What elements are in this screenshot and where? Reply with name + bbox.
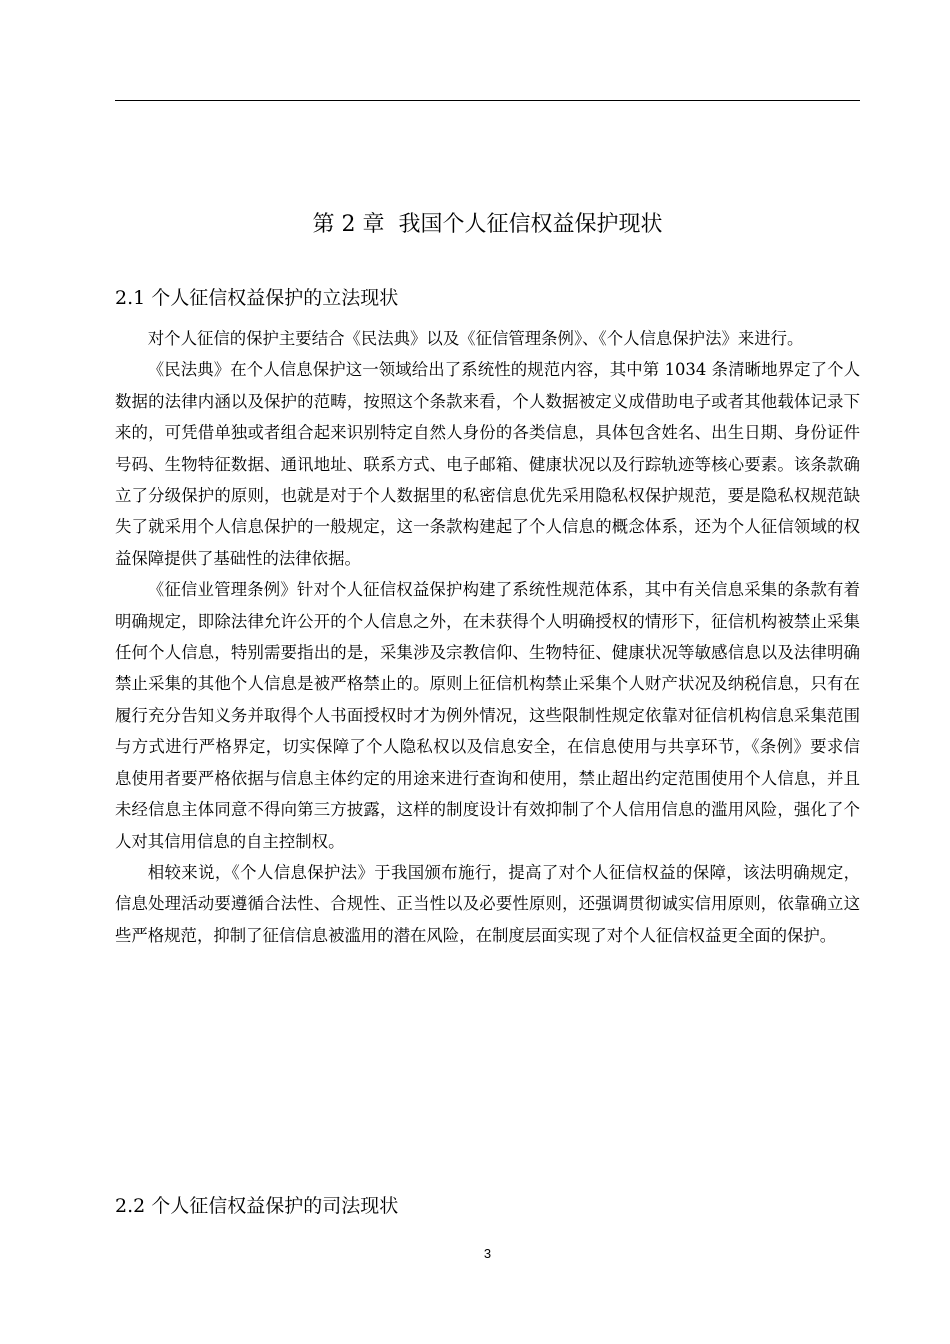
- header-rule: [115, 100, 860, 101]
- section-heading-2-2: 2.2 个人征信权益保护的司法现状: [115, 1195, 399, 1217]
- paragraph: 相较来说，《个人信息保护法》于我国颁布施行，提高了对个人征信权益的保障，该法明确规定，信息处理活动要遵循合法性、合规性、正当性以及必要性原则，还强调贯彻诚实信用原则，依靠确立这些严格规范，抑制了征信信息被滥用的潜在风险，在制度层面实现了对个人征信权益更全面的保护。: [115, 862, 860, 945]
- section-heading-2-1: 2.1 个人征信权益保护的立法现状: [115, 287, 399, 309]
- section-2-1-body: [115, 323, 860, 951]
- chapter-title: 第 2 章 我国个人征信权益保护现状: [312, 212, 663, 237]
- page-number: 3: [483, 1246, 492, 1261]
- paragraph: 《民法典》在个人信息保护这一领域给出了系统性的规范内容，其中第 1034 条清晰地界定了个人数据的法律内涵以及保护的范畴，按照这个条款来看，个人数据被定义成借助电子或者其他载体记录下来的，可凭借单独或者组合起来识别特定自然人身份的各类信息，具体包含姓名、出生日期、身份证件号码、生物特征数据、通讯地址、联系方式、电子邮箱、健康状况以及行踪轨迹等核心要素。该条款确立了分级保护的原则，也就是对于个人数据里的私密信息优先采用隐私权保护规范，要是隐私权规范缺失了就采用个人信息保护的一般规定，这一条款构建起了个人信息的概念体系，还为个人征信领域的权益保障提供了基础性的法律依据。: [115, 360, 860, 568]
- paragraph: 《征信业管理条例》针对个人征信权益保护构建了系统性规范体系，其中有关信息采集的条款有着明确规定，即除法律允许公开的个人信息之外，在未获得个人明确授权的情形下，征信机构被禁止采集任何个人信息，特别需要指出的是，采集涉及宗教信仰、生物特征、健康状况等敏感信息以及法律明确禁止采集的其他个人信息是被严格禁止的。原则上征信机构禁止采集个人财产状况及纳税信息，只有在履行充分告知义务并取得个人书面授权时才为例外情况，这些限制性规定依靠对征信机构信息采集范围与方式进行严格界定，切实保障了个人隐私权以及信息安全，在信息使用与共享环节，《条例》要求信息使用者要严格依据与信息主体约定的用途来进行查询和使用，禁止超出约定范围使用个人信息，并且未经信息主体同意不得向第三方披露，这样的制度设计有效抑制了个人信用信息的滥用风险，强化了个人对其信用信息的自主控制权。: [115, 580, 860, 851]
- paragraph: 对个人征信的保护主要结合《民法典》以及《征信管理条例》、《个人信息保护法》来进行。: [147, 329, 804, 348]
